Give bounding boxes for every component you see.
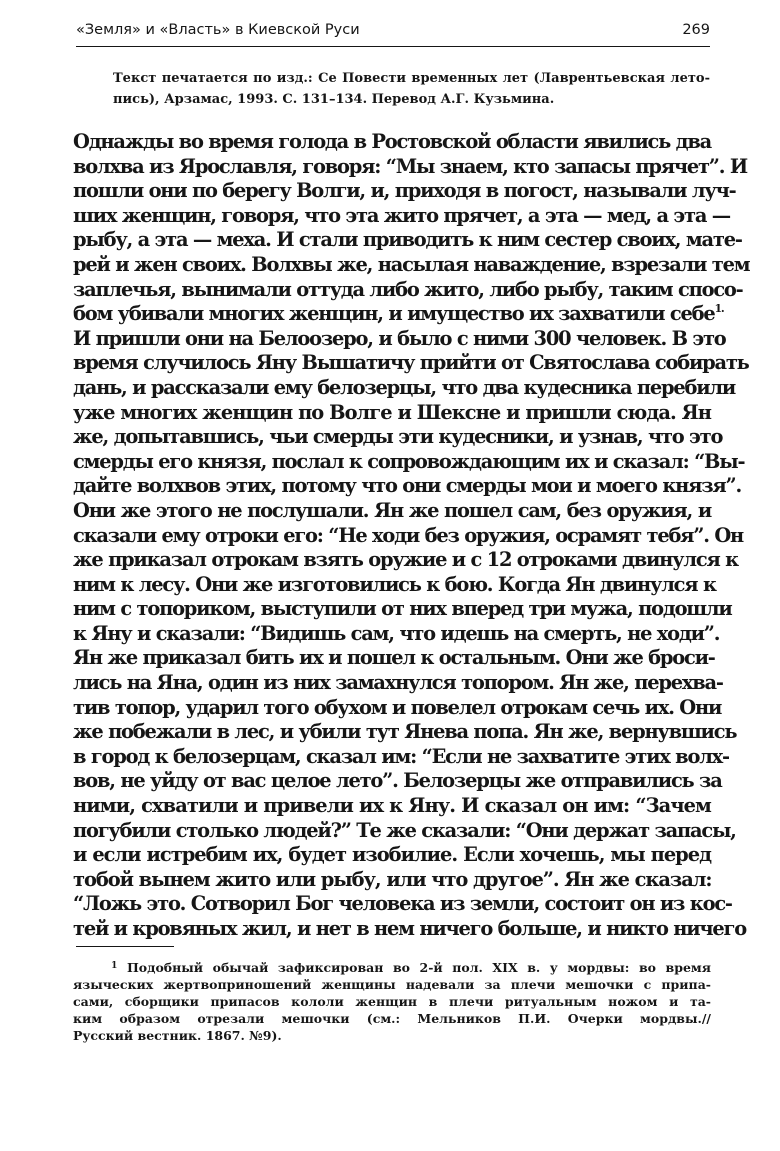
text-line: “Ложь это. Сотворил Бог человека из земли, состоит он из кос- [73,892,732,916]
page-header [76,20,710,50]
text-line: лись на Яна, один из них замахнулся топором. Ян же, перехва- [73,671,723,695]
text-line: дань, и рассказали ему белозерцы, что два кудесника перебили [73,375,736,399]
text-line: же побежали в лес, и убили тут Янева попа. Ян же, вернувшись [73,720,737,744]
text-line: и если истребим их, будет изобилие. Если хочешь, мы перед [73,843,711,867]
text-line: пошли они по берегу Волги, и, приходя в погост, называли луч- [73,179,736,203]
text-line: заплечья, вынимали оттуда либо жито, либо рыбу, таким спосо- [73,277,743,301]
text-line: бом убивали многих женщин, и имущество их захватили себе [73,302,715,326]
text-line: ним к лесу. Они же изготовились к бою. Когда Ян двинулся к [73,572,716,596]
source-note-line: пись), Арзамас, 1993. С. 131–134. Перевод А.Г. Кузьмина. [113,92,555,107]
text-line: волхва из Ярославля, говоря: “Мы знаем, кто запасы прячет”. И [73,154,747,178]
source-note [113,68,710,110]
footnote-marker: 1 [111,961,118,971]
text-line: тив топор, ударил того обухом и повелел отрокам сечь их. Они [73,695,722,719]
text-line: тобой вынем жито или рыбу, или что другое”. Ян же сказал: [73,867,712,891]
text-line: рыбу, а эта — меха. И стали приводить к ним сестер своих, мате- [73,228,742,252]
text-line: ними, схватили и привели их к Яну. И сказал он им: “Зачем [73,794,711,818]
footnote-rule [76,946,174,947]
text-line: вов, не уйду от вас целое лето”. Белозерцы же отправились за [73,769,722,793]
text-line: погубили столько людей?” Те же сказали: “Они держат запасы, [73,818,736,842]
footnote-line: Русский вестник. 1867. №9). [73,1028,282,1043]
footnote-reference: 1. [714,302,724,316]
header-rule [76,46,710,47]
source-note-line: Текст печатается по изд.: Се Повести временных лет (Лаврентьевская лето- [113,71,710,86]
page-number: 269 [682,22,710,38]
text-line: же приказал отрокам взять оружие и с 12 отроками двинулся к [73,548,738,572]
text-line: к Яну и сказали: “Видишь сам, что идешь на смерть, не ходи”. [73,621,720,645]
running-head: «Земля» и «Власть» в Киевской Руси [76,22,360,38]
text-line: в город к белозерцам, сказал им: “Если не захватите этих волх- [73,744,729,768]
text-line: смерды его князя, послал к сопровождающим их и сказал: “Вы- [73,449,745,473]
text-line: ним с топориком, выступили от них вперед три мужа, подошли [73,597,732,621]
text-line: уже многих женщин по Волге и Шексне и пришли сюда. Ян [73,400,711,424]
footnote-text: Подобный обычай зафиксирован во 2-й пол. XIX в. у мордвы: во время [126,960,711,975]
footnote-line: языческих жертвоприношений женщины надевали за плечи мешочки с припа- [73,977,711,992]
footnote-line: сами, сборщики припасов кололи женщин в плечи ритуальным ножом и та- [73,994,711,1009]
footnote [73,958,711,1044]
text-line: Они же этого не послушали. Ян же пошел сам, без оружия, и [73,498,711,522]
text-line: же, допытавшись, чьи смерды эти кудесники, и узнав, что это [73,425,723,449]
text-line: ших женщин, говоря, что эта жито прячет, а эта — мед, а эта — [73,203,730,227]
main-text [73,130,750,942]
text-line: Однажды во время голода в Ростовской области явились два [73,130,711,153]
footnote-line [73,958,711,976]
text-line: тей и кровяных жил, и нет в нем ничего больше, и никто ничего [73,917,746,940]
text-line: время случилось Яну Вышатичу прийти от Святослава собирать [73,351,749,375]
text-line: рей и жен своих. Волхвы же, насылая наваждение, взрезали тем [73,252,750,276]
text-line: Ян же приказал бить их и пошел к остальным. Они же броси- [73,646,715,670]
footnote-line: ким образом отрезали мешочки (см.: Мельников П.И. Очерки мордвы.// [73,1011,711,1026]
text-line: сказали ему отроки его: “Не ходи без оружия, осрамят тебя”. Он [73,523,744,547]
text-line: И пришли они на Белоозеро, и было с ними 300 человек. В это [73,326,726,350]
text-line-with-note [73,302,724,327]
text-line: дайте волхвов этих, потому что они смерды мои и моего князя”. [73,474,742,498]
